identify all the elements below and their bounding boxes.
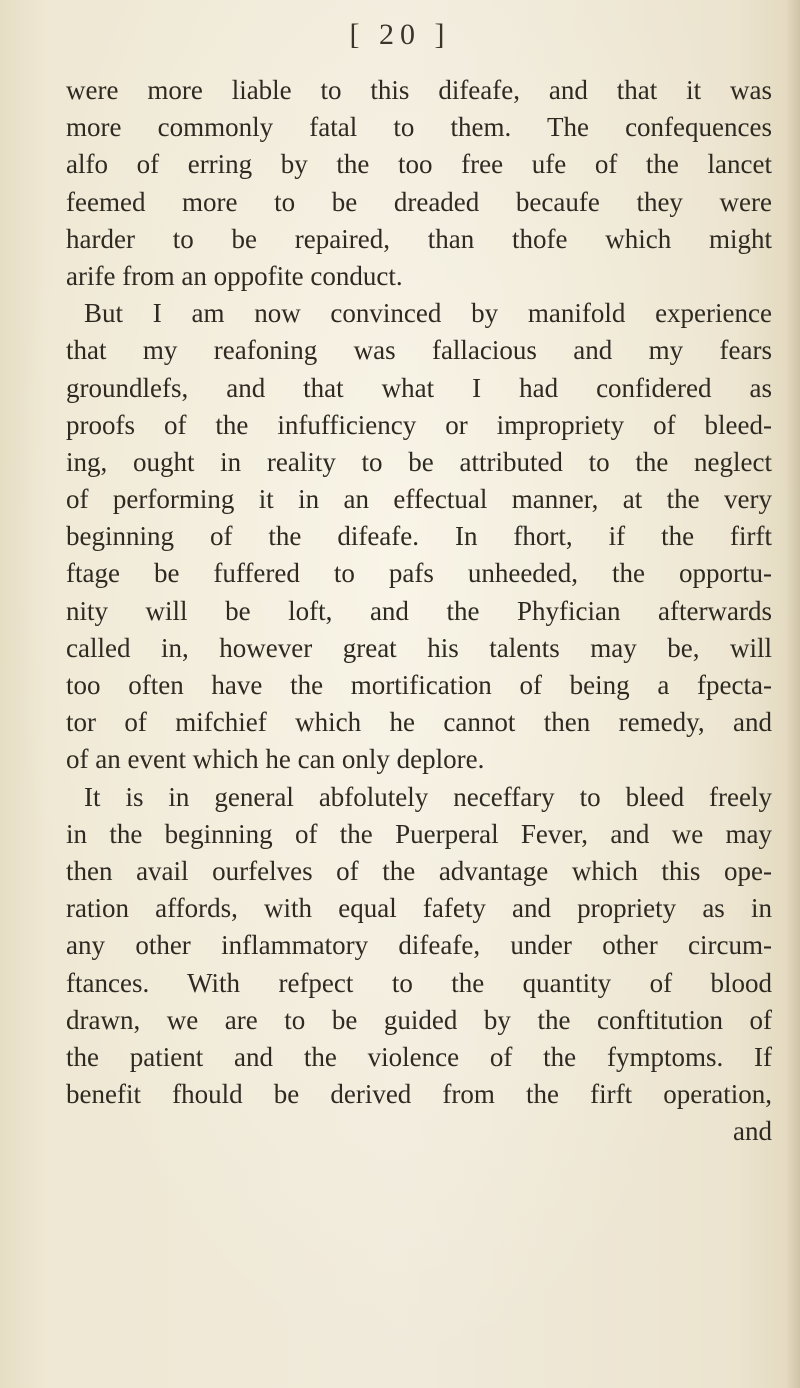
text-line: It is in general abfolutely neceffary to bleed freely: [84, 781, 772, 812]
text-line: benefit fhould be derived from the firft operation,: [66, 1079, 772, 1110]
text-line: arife from an oppofite conduct.: [66, 260, 403, 291]
text-line: in the beginning of the Puerperal Fever, and we may: [66, 818, 772, 849]
text-line: were more liable to this difeafe, and that it was: [66, 75, 772, 105]
text-line: too often have the mortification of being a fpecta-: [66, 670, 772, 700]
text-line: ing, ought in reality to be attributed to the neglect: [66, 446, 772, 477]
text-line: alfo of erring by the too free ufe of the lancet: [66, 149, 772, 180]
text-line: groundlefs, and that what I had confidered as: [66, 372, 772, 403]
text-line: of an event which he can only deplore.: [66, 744, 485, 775]
text-line: beginning of the difeafe. In fhort, if the firft: [66, 521, 772, 552]
page-gutter-shadow: [786, 0, 800, 1388]
text-line: called in, however great his talents may be, will: [66, 632, 772, 663]
catchword: and: [733, 1116, 772, 1147]
text-line: then avail ourfelves of the advantage which this ope-: [66, 855, 772, 886]
text-line: drawn, we are to be guided by the conftitution of: [66, 1004, 772, 1035]
text-line: more commonly fatal to them. The confequences: [66, 112, 772, 143]
text-line: harder to be repaired, than thofe which might: [66, 223, 772, 254]
text-line: tor of mifchief which he cannot then remedy, and: [66, 707, 772, 738]
text-line: the patient and the violence of the fymptoms. If: [66, 1041, 772, 1072]
text-line: proofs of the infufficiency or impropriety of bleed-: [66, 409, 772, 440]
text-line: nity will be loft, and the Phyfician afterwards: [66, 595, 772, 626]
page-number: [ 20 ]: [349, 18, 451, 51]
text-line: But I am now convinced by manifold experience: [84, 298, 772, 329]
text-line: feemed more to be dreaded becaufe they were: [66, 186, 772, 217]
body-text: [66, 72, 772, 1150]
text-line: any other inflammatory difeafe, under other circum-: [66, 930, 772, 961]
text-line: ftage be fuffered to pafs unheeded, the opportu-: [66, 558, 772, 589]
text-line: ftances. With refpect to the quantity of blood: [66, 967, 772, 998]
text-line: that my reafoning was fallacious and my fears: [66, 335, 772, 366]
text-line: ration affords, with equal fafety and propriety as in: [66, 893, 772, 924]
text-line: of performing it in an effectual manner, at the very: [66, 484, 772, 515]
